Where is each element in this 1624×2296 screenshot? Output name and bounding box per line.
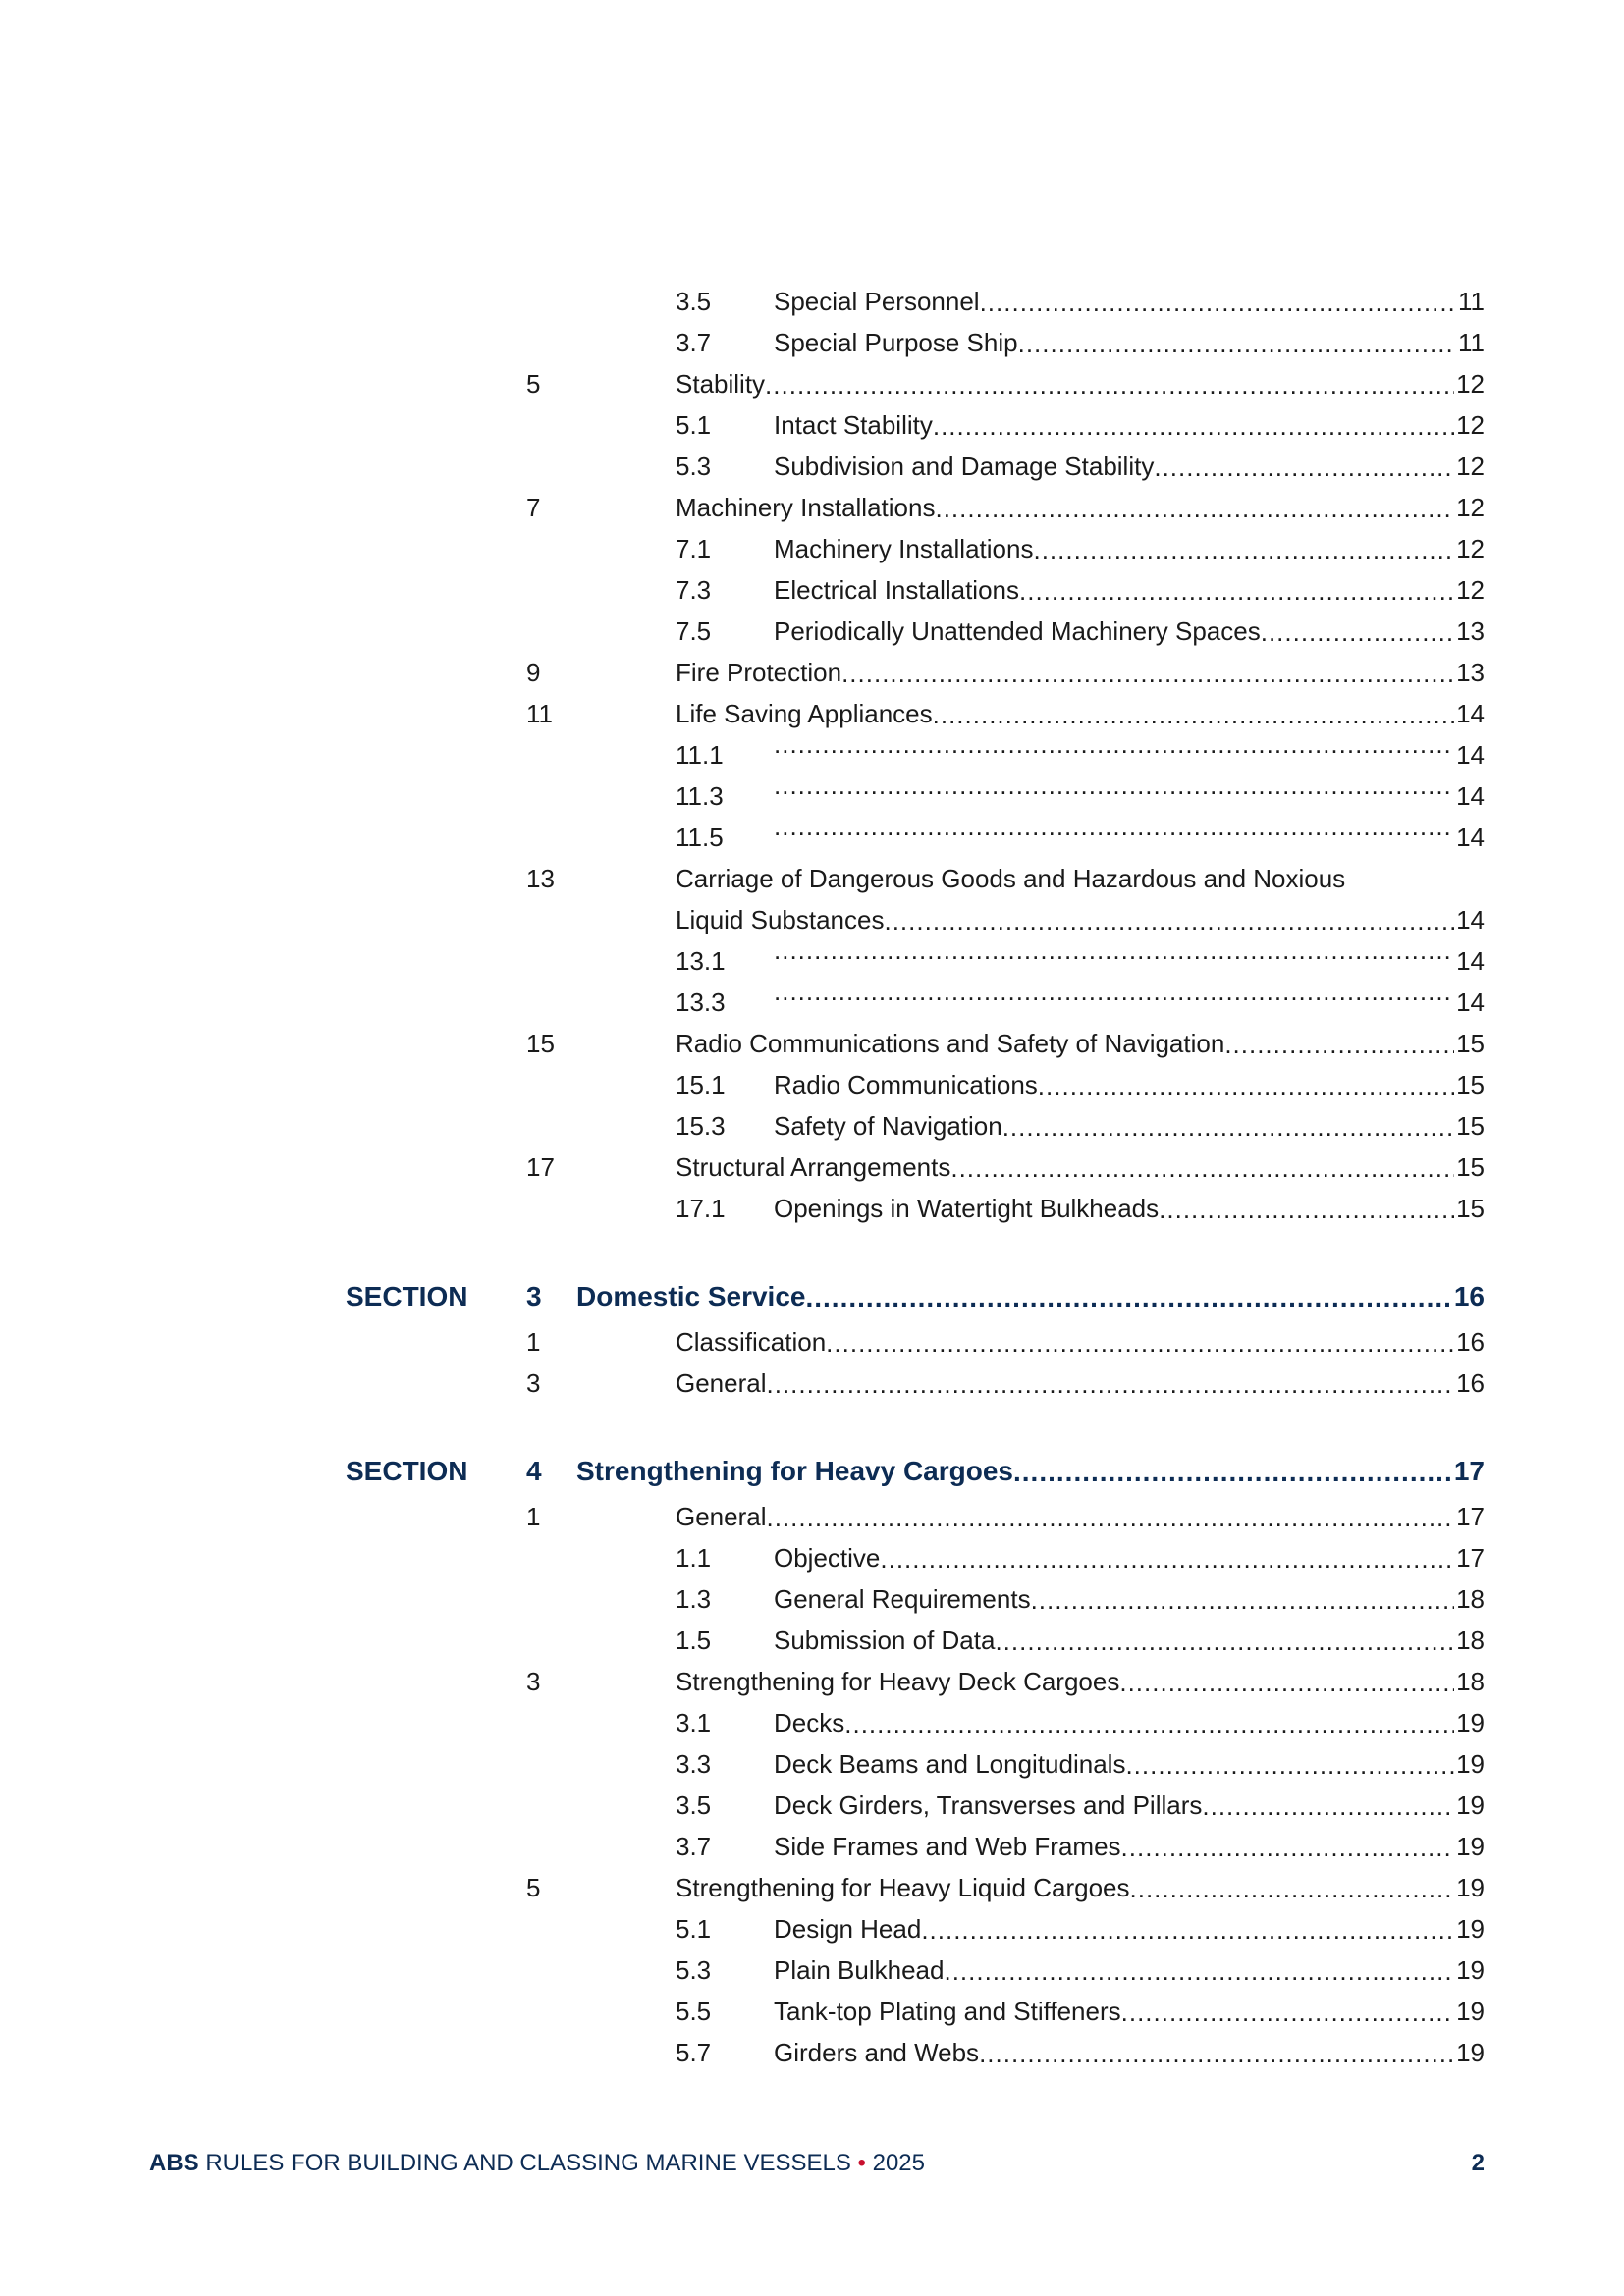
entry-number: 3.5 (676, 287, 712, 316)
entry-page: 14 (1454, 899, 1485, 940)
entry-title-block[interactable] (774, 1105, 1485, 1147)
entry-number: 13.3 (676, 988, 726, 1017)
entry-page: 14 (1454, 982, 1485, 1023)
entry-title: Periodically Unattended Machinery Spaces (774, 616, 1261, 646)
section-label: SECTION (346, 1456, 468, 1486)
dot-leader (935, 499, 1485, 518)
entry-page: 14 (1454, 940, 1485, 982)
footer-brand: ABS (149, 2150, 199, 2176)
toc-entry[interactable] (0, 940, 1624, 982)
dot-leader (1121, 2002, 1485, 2022)
entry-page: 19 (1454, 1867, 1485, 1908)
entry-number: 1.5 (676, 1626, 712, 1655)
entry-page: 18 (1454, 1661, 1485, 1702)
toc-entry[interactable] (0, 1276, 1624, 1321)
entry-title-block[interactable] (676, 1147, 1485, 1188)
dot-leader (880, 1549, 1485, 1569)
entry-page: 11 (1456, 322, 1485, 363)
entry-title: Machinery Installations (774, 534, 1034, 563)
entry-number: 11 (526, 699, 553, 728)
entry-number: 3.3 (676, 1749, 712, 1779)
dot-leader (774, 817, 1485, 836)
toc-entry[interactable] (0, 1023, 1624, 1064)
entry-title: Machinery Installations (676, 493, 936, 522)
entry-title-block[interactable] (774, 1578, 1485, 1620)
toc-entry[interactable] (0, 1661, 1624, 1702)
entry-title-block[interactable] (774, 734, 1485, 764)
entry-number: 5.3 (676, 452, 712, 481)
entry-number: 15 (526, 1029, 555, 1058)
entry-title: Deck Beams and Longitudinals (774, 1749, 1126, 1779)
toc-entry[interactable] (0, 281, 1624, 322)
entry-title: Special Personnel (774, 287, 980, 316)
entry-title: Intact Stability (774, 410, 933, 440)
entry-title: Domestic Service (576, 1281, 806, 1311)
entry-title: Girders and Webs (774, 2038, 980, 2067)
toc-entry[interactable] (0, 404, 1624, 446)
entry-title-block[interactable] (774, 569, 1485, 611)
entry-title-block[interactable] (676, 693, 1485, 734)
dot-leader (774, 982, 1485, 1001)
entry-title-block[interactable] (774, 1188, 1485, 1229)
entry-page: 18 (1454, 1578, 1485, 1620)
entry-title-block[interactable] (774, 1991, 1485, 2032)
entry-page: 12 (1454, 446, 1485, 487)
entry-title-block[interactable] (676, 1321, 1485, 1362)
entry-page: 17 (1454, 1537, 1485, 1578)
entry-number: 11.5 (676, 823, 724, 852)
entry-title-block[interactable] (676, 1362, 1485, 1404)
toc-entry[interactable] (0, 1620, 1624, 1661)
toc-entry[interactable] (0, 652, 1624, 693)
dot-leader (1031, 1590, 1485, 1610)
entry-title-block[interactable] (676, 1023, 1485, 1064)
entry-page: 13 (1454, 652, 1485, 693)
toc-entry[interactable] (0, 1743, 1624, 1785)
entry-number: 7.5 (676, 616, 712, 646)
entry-page: 19 (1454, 1949, 1485, 1991)
entry-title: Deck Girders, Transverses and Pillars (774, 1790, 1203, 1820)
dot-leader (1038, 1076, 1485, 1095)
toc-entry[interactable] (0, 528, 1624, 569)
toc-entry[interactable] (0, 569, 1624, 611)
dot-leader (1130, 1879, 1485, 1898)
dot-leader (884, 911, 1485, 931)
entry-title-block[interactable] (774, 446, 1485, 487)
toc-entry[interactable] (0, 1321, 1624, 1362)
entry-title-block[interactable] (774, 528, 1485, 569)
entry-title-block[interactable] (676, 487, 1485, 528)
entry-page: 13 (1454, 611, 1485, 652)
entry-title: Electrical Installations (774, 575, 1019, 605)
dot-leader (979, 2044, 1485, 2063)
entry-title: Special Purpose Ship (774, 328, 1018, 357)
dot-leader (921, 1920, 1485, 1940)
entry-page: 14 (1454, 775, 1485, 817)
entry-title-block[interactable] (774, 281, 1485, 322)
dot-leader (844, 1714, 1485, 1734)
entry-number: 15.3 (676, 1111, 726, 1141)
entry-title: Structural Arrangements (676, 1152, 951, 1182)
entry-page: 12 (1454, 363, 1485, 404)
toc-entry[interactable] (0, 1785, 1624, 1826)
dot-leader (1002, 1117, 1485, 1137)
dot-leader (767, 1374, 1486, 1394)
toc-entry[interactable] (0, 1362, 1624, 1404)
entry-page: 19 (1454, 1743, 1485, 1785)
dot-leader (1033, 540, 1485, 560)
dot-leader (1154, 457, 1485, 477)
entry-page: 14 (1454, 817, 1485, 858)
entry-number: 5.1 (676, 410, 712, 440)
entry-number: 7.3 (676, 575, 712, 605)
toc-entry[interactable] (0, 1867, 1624, 1908)
toc-entry[interactable] (0, 1064, 1624, 1105)
entry-number: 3.7 (676, 1832, 712, 1861)
toc-entry[interactable] (0, 1451, 1624, 1496)
entry-title-block[interactable] (774, 1537, 1485, 1578)
dot-leader (805, 1288, 1485, 1308)
entry-title-block[interactable] (774, 322, 1485, 363)
dot-leader (1159, 1200, 1485, 1219)
toc-entry[interactable] (0, 982, 1624, 1023)
entry-title: Carriage of Dangerous Goods and Hazardous and Noxious (676, 864, 1346, 893)
entry-number: 7.1 (676, 534, 712, 563)
footer-bullet: • (857, 2150, 866, 2176)
toc-entry[interactable] (0, 1537, 1624, 1578)
dot-leader (1121, 1838, 1485, 1857)
entry-title-block[interactable] (774, 611, 1485, 652)
entry-number: 3 (526, 1667, 541, 1696)
dot-leader (765, 375, 1485, 395)
entry-number: 5.5 (676, 1997, 712, 2026)
toc-entry[interactable] (0, 322, 1624, 363)
entry-title-block[interactable] (774, 1702, 1485, 1743)
dot-leader (767, 1508, 1486, 1527)
dot-leader (1119, 1673, 1485, 1692)
entry-title: Tank-top Plating and Stiffeners (774, 1997, 1121, 2026)
dot-leader (826, 1333, 1485, 1353)
entry-title-block[interactable] (676, 1496, 1485, 1537)
toc-entry[interactable] (0, 487, 1624, 528)
entry-page: 15 (1454, 1147, 1485, 1188)
section-number: 4 (526, 1456, 542, 1486)
entry-page: 18 (1454, 1620, 1485, 1661)
dot-leader (995, 1631, 1485, 1651)
entry-page: 12 (1454, 528, 1485, 569)
dot-leader (841, 664, 1485, 683)
entry-page: 19 (1454, 2032, 1485, 2073)
toc-entry[interactable] (0, 734, 1624, 775)
entry-title: Strengthening for Heavy Cargoes (576, 1456, 1013, 1486)
entry-page: 17 (1454, 1496, 1485, 1537)
toc-entry[interactable] (0, 1908, 1624, 1949)
entry-title: Design Head (774, 1914, 922, 1944)
entry-number: 5 (526, 369, 541, 399)
toc-entry[interactable] (0, 693, 1624, 734)
entry-page: 19 (1454, 1702, 1485, 1743)
entry-title-block[interactable] (676, 652, 1485, 693)
footer-title (149, 2150, 925, 2177)
entry-number: 5.7 (676, 2038, 712, 2067)
dot-leader (1019, 581, 1485, 601)
entry-title-block[interactable] (774, 1743, 1485, 1785)
entry-number: 5.3 (676, 1955, 712, 1985)
dot-leader (1261, 622, 1485, 642)
entry-number: 17.1 (676, 1194, 726, 1223)
entry-number: 11.1 (676, 740, 724, 770)
dot-leader (774, 775, 1485, 795)
entry-title: Life Saving Appliances (676, 699, 933, 728)
dot-leader (933, 705, 1485, 724)
entry-number: 9 (526, 658, 541, 687)
entry-title: Submission of Data (774, 1626, 996, 1655)
entry-number: 1 (526, 1502, 541, 1531)
toc-entry[interactable] (0, 1949, 1624, 1991)
entry-page: 12 (1454, 487, 1485, 528)
dot-leader (1125, 1755, 1485, 1775)
entry-page: 16 (1454, 1321, 1485, 1362)
entry-title-block[interactable] (774, 1826, 1485, 1867)
entry-number: 17 (526, 1152, 555, 1182)
footer-year: 2025 (865, 2150, 925, 2176)
dot-leader (1202, 1796, 1485, 1816)
dot-leader (774, 734, 1485, 754)
entry-page: 15 (1454, 1105, 1485, 1147)
toc-entry[interactable] (0, 446, 1624, 487)
entry-page: 14 (1454, 734, 1485, 775)
page-number: 2 (1471, 2150, 1485, 2176)
entry-title: Decks (774, 1708, 845, 1737)
entry-title: Radio Communications and Safety of Navigation (676, 1029, 1225, 1058)
entry-number: 3.5 (676, 1790, 712, 1820)
entry-title: Strengthening for Heavy Deck Cargoes (676, 1667, 1120, 1696)
dot-leader (980, 293, 1485, 312)
entry-title: Openings in Watertight Bulkheads (774, 1194, 1160, 1223)
entry-page: 19 (1454, 1785, 1485, 1826)
entry-title: Strengthening for Heavy Liquid Cargoes (676, 1873, 1130, 1902)
entry-number: 13.1 (676, 946, 726, 976)
dot-leader (1013, 1463, 1485, 1482)
entry-title-block[interactable] (774, 940, 1485, 970)
footer-text: RULES FOR BUILDING AND CLASSING MARINE VESSELS (198, 2150, 858, 2176)
entry-title: General Requirements (774, 1584, 1031, 1614)
entry-number: 7 (526, 493, 541, 522)
entry-page: 11 (1456, 281, 1485, 322)
entry-title: Fire Protection (676, 658, 842, 687)
entry-title: General (676, 1502, 767, 1531)
toc-entry[interactable] (0, 775, 1624, 817)
entry-page: 17 (1452, 1451, 1485, 1492)
dot-leader (1018, 334, 1485, 353)
entry-number: 5.1 (676, 1914, 712, 1944)
entry-page: 15 (1454, 1023, 1485, 1064)
entry-title-block[interactable] (774, 817, 1485, 846)
entry-number: 3 (526, 1368, 541, 1398)
dot-leader (950, 1158, 1485, 1178)
entry-title: Subdivision and Damage Stability (774, 452, 1155, 481)
entry-title-block[interactable] (774, 1785, 1485, 1826)
toc-entry[interactable] (0, 1826, 1624, 1867)
entry-title-block[interactable] (774, 2032, 1485, 2073)
entry-title: General (676, 1368, 767, 1398)
entry-page: 19 (1454, 1991, 1485, 2032)
entry-title-block[interactable] (774, 1908, 1485, 1949)
toc-entry[interactable] (0, 1991, 1624, 2032)
entry-page: 16 (1454, 1362, 1485, 1404)
entry-title-block[interactable] (676, 363, 1485, 404)
entry-number: 1.3 (676, 1584, 712, 1614)
entry-title: Safety of Navigation (774, 1111, 1002, 1141)
entry-title-block[interactable] (774, 404, 1485, 446)
entry-title-block[interactable] (774, 1949, 1485, 1991)
toc-entry[interactable] (0, 1105, 1624, 1147)
entry-number: 1 (526, 1327, 541, 1357)
entry-number: 1.1 (676, 1543, 712, 1573)
entry-page: 16 (1452, 1276, 1485, 1317)
section-label: SECTION (346, 1281, 468, 1311)
dot-leader (1224, 1035, 1485, 1054)
page-footer (149, 2150, 1485, 2189)
entry-title-block[interactable] (774, 1620, 1485, 1661)
toc-entry[interactable] (0, 1702, 1624, 1743)
dot-leader (933, 416, 1485, 436)
entry-page: 19 (1454, 1908, 1485, 1949)
entry-page: 19 (1454, 1826, 1485, 1867)
entry-page: 12 (1454, 569, 1485, 611)
entry-page: 15 (1454, 1188, 1485, 1229)
dot-leader (944, 1961, 1485, 1981)
toc-entry[interactable] (0, 611, 1624, 652)
toc-entry[interactable] (0, 1578, 1624, 1620)
toc-entry[interactable] (0, 858, 1624, 940)
section-title[interactable] (576, 1276, 1485, 1317)
toc-entry[interactable] (0, 1496, 1624, 1537)
entry-page: 15 (1454, 1064, 1485, 1105)
dot-leader (774, 940, 1485, 960)
toc-entry[interactable] (0, 817, 1624, 858)
toc-entry[interactable] (0, 1188, 1624, 1229)
entry-number: 5 (526, 1873, 541, 1902)
entry-title: Plain Bulkhead (774, 1955, 945, 1985)
entry-title-cont: Liquid Substances (676, 905, 885, 934)
entry-number: 13 (526, 864, 555, 893)
table-of-contents (0, 281, 1624, 2073)
entry-page: 14 (1454, 693, 1485, 734)
entry-title-block[interactable] (676, 1867, 1485, 1908)
entry-title: Side Frames and Web Frames (774, 1832, 1121, 1861)
entry-title-block[interactable] (774, 982, 1485, 1011)
entry-page: 12 (1454, 404, 1485, 446)
entry-title-block[interactable] (774, 1064, 1485, 1105)
entry-title-block[interactable] (676, 1661, 1485, 1702)
section-title[interactable] (576, 1451, 1485, 1492)
entry-title: Classification (676, 1327, 827, 1357)
entry-title: Radio Communications (774, 1070, 1038, 1099)
entry-title-block[interactable] (774, 775, 1485, 805)
toc-entry[interactable] (0, 363, 1624, 404)
entry-number: 15.1 (676, 1070, 726, 1099)
entry-number: 3.1 (676, 1708, 712, 1737)
section-number: 3 (526, 1281, 542, 1311)
entry-number: 11.3 (676, 781, 724, 811)
entry-title: Objective (774, 1543, 881, 1573)
entry-title: Stability (676, 369, 766, 399)
entry-number: 3.7 (676, 328, 712, 357)
toc-entry[interactable] (0, 1147, 1624, 1188)
toc-entry[interactable] (0, 2032, 1624, 2073)
